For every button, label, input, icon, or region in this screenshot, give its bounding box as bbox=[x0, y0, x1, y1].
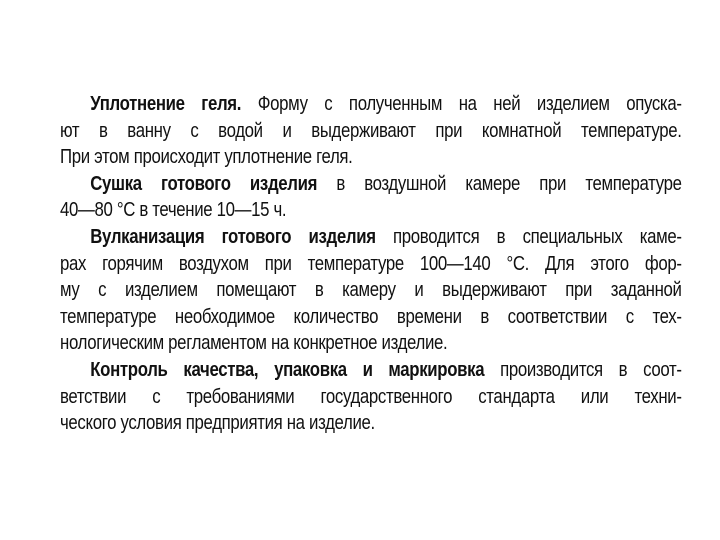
paragraph-heading: Контроль качества, упаковка и маркировка bbox=[90, 358, 485, 381]
paragraph-text: При этом происходит уплотнение геля. bbox=[60, 146, 353, 169]
paragraph-heading: Сушка готового изделия bbox=[90, 172, 318, 195]
paragraph-line bbox=[60, 410, 582, 437]
paragraph-heading: Уплотнение геля. bbox=[90, 93, 242, 115]
paragraph-text: Форму с полученным на ней изделием опуска- bbox=[257, 93, 682, 115]
paragraph-line bbox=[60, 330, 582, 357]
paragraph-line bbox=[60, 304, 682, 331]
paragraph-line bbox=[60, 384, 682, 411]
paragraph-text: ют в ванну с водой и выдерживают при комнатной температуре. bbox=[60, 119, 682, 142]
paragraph-line bbox=[60, 144, 582, 171]
paragraph-heading: Вулканизация готового изделия bbox=[90, 225, 376, 248]
paragraph-text: 40—80 °С в течение 10—15 ч. bbox=[60, 199, 287, 222]
paragraph-text: температуре необходимое количество времени в соответствии с тех- bbox=[60, 305, 682, 328]
document-text bbox=[60, 91, 682, 437]
paragraph-line bbox=[60, 224, 682, 251]
paragraph-text: нологическим регламентом на конкретное изделие. bbox=[60, 332, 448, 355]
paragraph-line bbox=[60, 277, 682, 304]
paragraph-line bbox=[60, 357, 682, 384]
paragraph-line bbox=[60, 118, 682, 145]
paragraph-text: ческого условия предприятия на изделие. bbox=[60, 412, 375, 435]
paragraph-text: проводится в специальных каме- bbox=[393, 225, 682, 248]
paragraph-line bbox=[60, 171, 682, 198]
paragraph-line bbox=[60, 197, 582, 224]
paragraph-text: рах горячим воздухом при температуре 100—140 °С. Для этого фор- bbox=[60, 252, 682, 275]
paragraph-line bbox=[60, 91, 682, 118]
paragraph-line bbox=[60, 251, 682, 278]
paragraph-text: ветствии с требованиями государственного стандарта или техни- bbox=[60, 385, 682, 408]
paragraph-text: в воздушной камере при температуре bbox=[336, 172, 682, 195]
paragraph-text: производится в соот- bbox=[500, 358, 682, 381]
paragraph-text: му с изделием помещают в камеру и выдерживают при заданной bbox=[60, 279, 682, 302]
